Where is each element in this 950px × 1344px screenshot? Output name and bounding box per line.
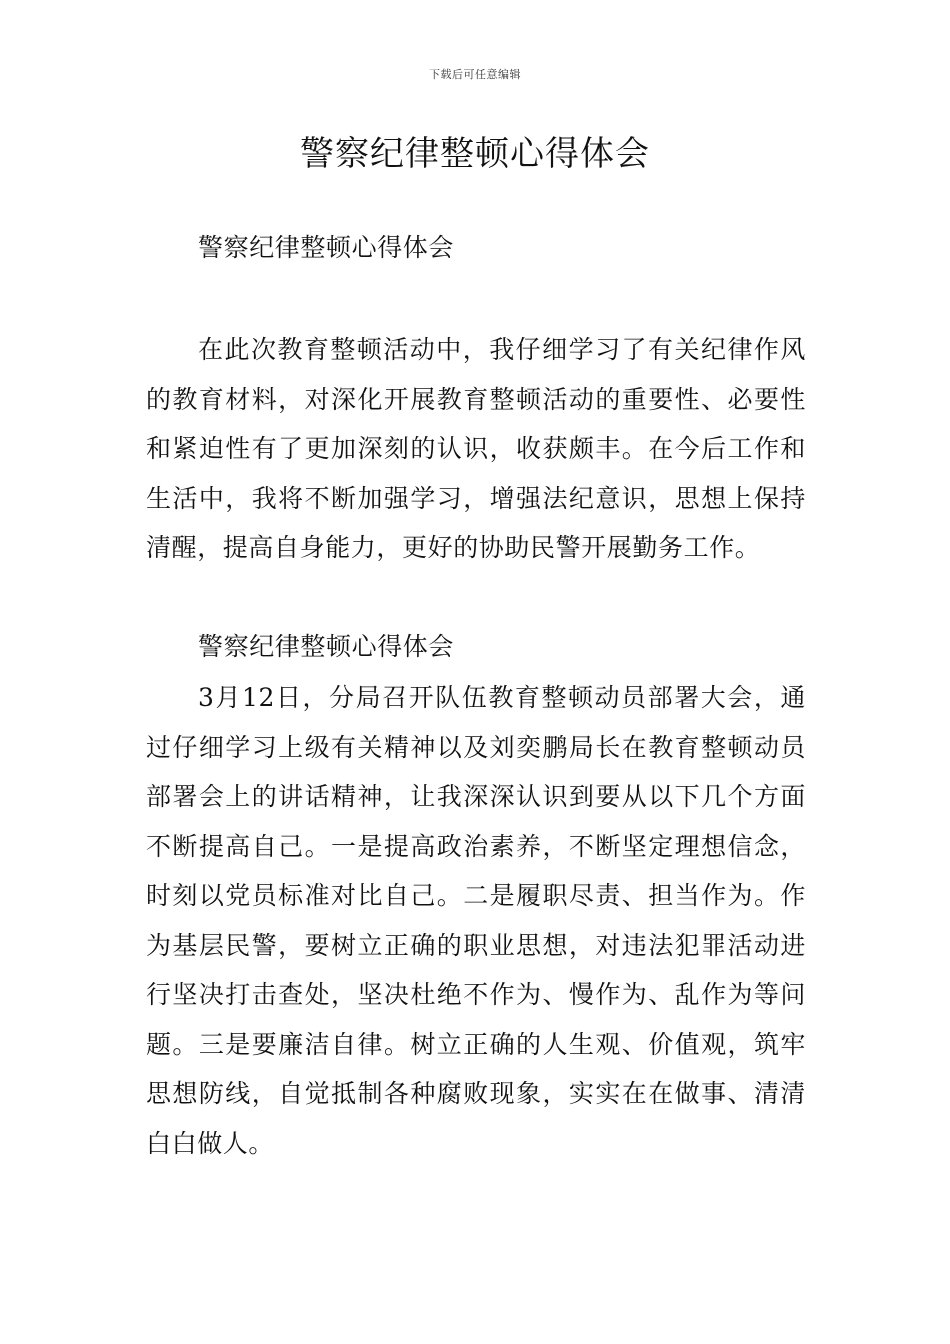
section-2-heading: 警察纪律整顿心得体会 bbox=[198, 632, 455, 661]
section-1-paragraph: 在此次教育整顿活动中，我仔细学习了有关纪律作风的教育材料，对深化开展教育整顿活动的重要性、必要性和紧迫性有了更加深刻的认识，收获颇丰。在今后工作和生活中，我将不断加强学习，增强法纪意识，思想上保持清醒，提高自身能力，更好的协助民警开展勤务工作。 bbox=[146, 335, 806, 562]
document-title: 警察纪律整顿心得体会 bbox=[300, 134, 650, 174]
section-1-heading: 警察纪律整顿心得体会 bbox=[198, 233, 455, 262]
header-note: 下载后可任意编辑 bbox=[429, 68, 521, 81]
section-2-paragraph: 3月12日，分局召开队伍教育整顿动员部署大会，通过仔细学习上级有关精神以及刘奕鹏局长在教育整顿动员部署会上的讲话精神，让我深深认识到要从以下几个方面不断提高自己。一是提高政治素养，不断坚定理想信念，时刻以党员标准对比自己。二是履职尽责、担当作为。作为基层民警，要树立正确的职业思想，对违法犯罪活动进行坚决打击查处，坚决杜绝不作为、慢作为、乱作为等问题。三是要廉洁自律。树立正确的人生观、价值观，筑牢思想防线，自觉抵制各种腐败现象，实实在在做事、清清白白做人。 bbox=[146, 683, 806, 1158]
